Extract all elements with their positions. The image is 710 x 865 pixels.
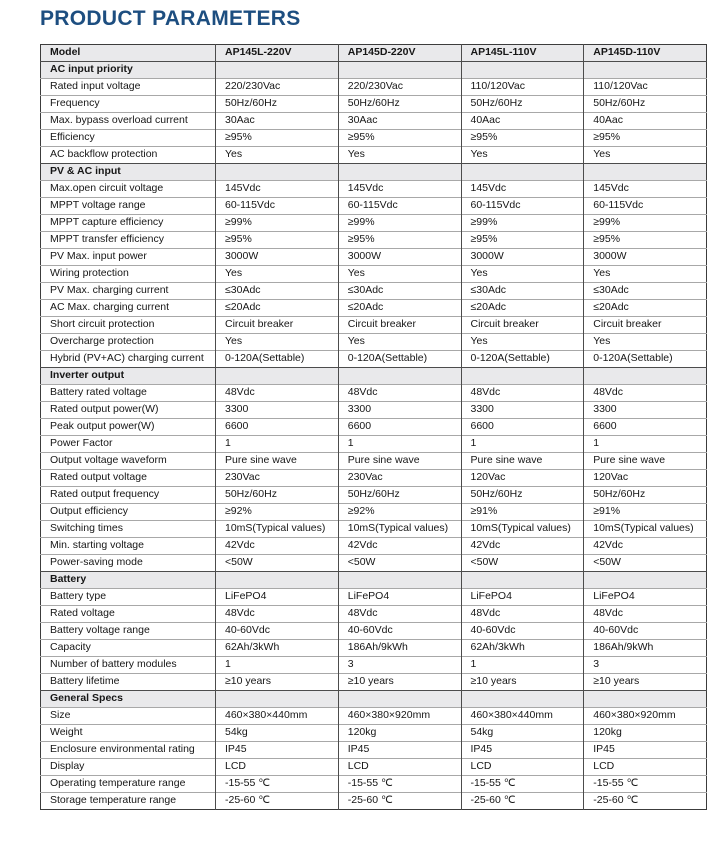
spec-value: Circuit breaker xyxy=(461,317,584,334)
section-empty-cell xyxy=(461,572,584,589)
spec-value: LCD xyxy=(584,759,707,776)
model-header-row xyxy=(41,45,707,62)
spec-value: ≥99% xyxy=(584,215,707,232)
spec-value: 42Vdc xyxy=(216,538,339,555)
section-empty-cell xyxy=(338,572,461,589)
spec-row xyxy=(41,470,707,487)
spec-value: -15-55 ℃ xyxy=(584,776,707,793)
spec-value: 145Vdc xyxy=(584,181,707,198)
spec-label: MPPT capture efficiency xyxy=(41,215,216,232)
section-empty-cell xyxy=(216,691,339,708)
spec-value: Circuit breaker xyxy=(338,317,461,334)
spec-value: Yes xyxy=(461,266,584,283)
spec-value: ≥10 years xyxy=(338,674,461,691)
spec-row xyxy=(41,147,707,164)
spec-row xyxy=(41,317,707,334)
spec-value: 230Vac xyxy=(338,470,461,487)
spec-row xyxy=(41,487,707,504)
spec-row xyxy=(41,334,707,351)
spec-value: 1 xyxy=(584,436,707,453)
spec-value: 120kg xyxy=(584,725,707,742)
spec-label: Output voltage waveform xyxy=(41,453,216,470)
spec-value: 230Vac xyxy=(216,470,339,487)
spec-value: 3 xyxy=(584,657,707,674)
spec-row xyxy=(41,538,707,555)
spec-value: -25-60 ℃ xyxy=(461,793,584,810)
spec-label: Rated input voltage xyxy=(41,79,216,96)
spec-row xyxy=(41,453,707,470)
spec-label: Max.open circuit voltage xyxy=(41,181,216,198)
section-empty-cell xyxy=(338,368,461,385)
spec-value: 186Ah/9kWh xyxy=(584,640,707,657)
spec-value: 10mS(Typical values) xyxy=(216,521,339,538)
spec-value: 1 xyxy=(461,657,584,674)
spec-row xyxy=(41,759,707,776)
spec-value: 40-60Vdc xyxy=(338,623,461,640)
spec-label: Power Factor xyxy=(41,436,216,453)
spec-value: Yes xyxy=(338,334,461,351)
spec-row xyxy=(41,555,707,572)
spec-value: 48Vdc xyxy=(216,606,339,623)
spec-value: ≥95% xyxy=(461,232,584,249)
spec-row xyxy=(41,657,707,674)
spec-label: Enclosure environmental rating xyxy=(41,742,216,759)
section-empty-cell xyxy=(584,691,707,708)
section-label: AC input priority xyxy=(41,62,216,79)
section-empty-cell xyxy=(584,164,707,181)
spec-label: Short circuit protection xyxy=(41,317,216,334)
header-cell-variant: AP145L-110V xyxy=(461,45,584,62)
section-label: Battery xyxy=(41,572,216,589)
section-row xyxy=(41,572,707,589)
spec-value: Circuit breaker xyxy=(216,317,339,334)
spec-label: Switching times xyxy=(41,521,216,538)
spec-value: -15-55 ℃ xyxy=(338,776,461,793)
spec-value: Yes xyxy=(338,266,461,283)
spec-value: Yes xyxy=(461,334,584,351)
spec-row xyxy=(41,504,707,521)
spec-value: 3000W xyxy=(216,249,339,266)
spec-value: 3 xyxy=(338,657,461,674)
spec-value: 42Vdc xyxy=(584,538,707,555)
spec-value: 30Aac xyxy=(338,113,461,130)
spec-value: ≥95% xyxy=(338,232,461,249)
spec-label: PV Max. charging current xyxy=(41,283,216,300)
spec-row xyxy=(41,419,707,436)
spec-value: 48Vdc xyxy=(584,385,707,402)
spec-value: Yes xyxy=(216,147,339,164)
spec-row xyxy=(41,385,707,402)
spec-value: ≤20Adc xyxy=(584,300,707,317)
spec-value: 0-120A(Settable) xyxy=(584,351,707,368)
spec-value: 6600 xyxy=(338,419,461,436)
spec-value: 1 xyxy=(461,436,584,453)
header-cell-model: Model xyxy=(41,45,216,62)
spec-value: 40Aac xyxy=(461,113,584,130)
spec-row xyxy=(41,181,707,198)
spec-value: 60-115Vdc xyxy=(461,198,584,215)
section-empty-cell xyxy=(461,164,584,181)
spec-value: 62Ah/3kWh xyxy=(461,640,584,657)
section-empty-cell xyxy=(216,62,339,79)
spec-label: Rated output voltage xyxy=(41,470,216,487)
spec-value: -25-60 ℃ xyxy=(338,793,461,810)
spec-value: -25-60 ℃ xyxy=(216,793,339,810)
section-row xyxy=(41,62,707,79)
spec-label: Wiring protection xyxy=(41,266,216,283)
spec-value: 460×380×920mm xyxy=(584,708,707,725)
spec-value: -15-55 ℃ xyxy=(461,776,584,793)
spec-label: Rated output frequency xyxy=(41,487,216,504)
spec-label: Storage temperature range xyxy=(41,793,216,810)
spec-value: 6600 xyxy=(584,419,707,436)
spec-value: 220/230Vac xyxy=(338,79,461,96)
spec-row xyxy=(41,96,707,113)
spec-label: MPPT transfer efficiency xyxy=(41,232,216,249)
spec-value: 42Vdc xyxy=(461,538,584,555)
spec-value: ≥95% xyxy=(584,232,707,249)
spec-value: 1 xyxy=(338,436,461,453)
spec-value: 0-120A(Settable) xyxy=(461,351,584,368)
spec-value: ≥95% xyxy=(584,130,707,147)
spec-value: LCD xyxy=(216,759,339,776)
spec-row xyxy=(41,742,707,759)
spec-label: Battery voltage range xyxy=(41,623,216,640)
section-empty-cell xyxy=(216,572,339,589)
spec-value: IP45 xyxy=(338,742,461,759)
spec-value: 6600 xyxy=(216,419,339,436)
spec-row xyxy=(41,793,707,810)
table-header xyxy=(41,45,707,62)
spec-value: 48Vdc xyxy=(338,606,461,623)
spec-row xyxy=(41,79,707,96)
spec-value: 3000W xyxy=(584,249,707,266)
section-empty-cell xyxy=(461,368,584,385)
spec-value: LCD xyxy=(461,759,584,776)
spec-value: ≤20Adc xyxy=(216,300,339,317)
spec-value: 3300 xyxy=(216,402,339,419)
spec-value: 50Hz/60Hz xyxy=(584,487,707,504)
spec-value: Pure sine wave xyxy=(216,453,339,470)
spec-value: Pure sine wave xyxy=(338,453,461,470)
spec-label: Hybrid (PV+AC) charging current xyxy=(41,351,216,368)
section-row xyxy=(41,691,707,708)
spec-value: ≤30Adc xyxy=(216,283,339,300)
spec-row xyxy=(41,708,707,725)
section-row xyxy=(41,164,707,181)
spec-label: MPPT voltage range xyxy=(41,198,216,215)
section-empty-cell xyxy=(216,368,339,385)
spec-row xyxy=(41,130,707,147)
spec-value: <50W xyxy=(584,555,707,572)
spec-value: ≤20Adc xyxy=(338,300,461,317)
section-empty-cell xyxy=(216,164,339,181)
spec-label: Overcharge protection xyxy=(41,334,216,351)
section-empty-cell xyxy=(338,164,461,181)
spec-label: Battery rated voltage xyxy=(41,385,216,402)
spec-row xyxy=(41,436,707,453)
spec-row xyxy=(41,232,707,249)
spec-value: 42Vdc xyxy=(338,538,461,555)
spec-value: Yes xyxy=(584,147,707,164)
spec-value: Pure sine wave xyxy=(461,453,584,470)
spec-value: 0-120A(Settable) xyxy=(338,351,461,368)
spec-label: Operating temperature range xyxy=(41,776,216,793)
spec-value: 48Vdc xyxy=(584,606,707,623)
spec-value: 50Hz/60Hz xyxy=(216,96,339,113)
section-empty-cell xyxy=(584,572,707,589)
spec-value: ≥99% xyxy=(216,215,339,232)
header-cell-variant: AP145D-110V xyxy=(584,45,707,62)
spec-label: Power-saving mode xyxy=(41,555,216,572)
spec-label: Display xyxy=(41,759,216,776)
spec-row xyxy=(41,215,707,232)
spec-row xyxy=(41,283,707,300)
spec-row xyxy=(41,725,707,742)
spec-value: 60-115Vdc xyxy=(338,198,461,215)
spec-value: 48Vdc xyxy=(461,606,584,623)
spec-value: 40-60Vdc xyxy=(216,623,339,640)
product-parameters-table xyxy=(40,44,707,810)
spec-value: 460×380×920mm xyxy=(338,708,461,725)
spec-row xyxy=(41,623,707,640)
spec-value: 50Hz/60Hz xyxy=(584,96,707,113)
spec-value: 120kg xyxy=(338,725,461,742)
section-empty-cell xyxy=(584,62,707,79)
section-empty-cell xyxy=(461,62,584,79)
spec-value: 1 xyxy=(216,657,339,674)
spec-value: -25-60 ℃ xyxy=(584,793,707,810)
spec-value: 110/120Vac xyxy=(584,79,707,96)
spec-value: 50Hz/60Hz xyxy=(338,96,461,113)
spec-value: ≥92% xyxy=(216,504,339,521)
spec-value: 50Hz/60Hz xyxy=(461,487,584,504)
header-cell-variant: AP145L-220V xyxy=(216,45,339,62)
spec-value: Circuit breaker xyxy=(584,317,707,334)
spec-value: 48Vdc xyxy=(216,385,339,402)
spec-value: LiFePO4 xyxy=(216,589,339,606)
spec-value: 30Aac xyxy=(216,113,339,130)
spec-label: Rated voltage xyxy=(41,606,216,623)
spec-value: 3000W xyxy=(338,249,461,266)
spec-value: Yes xyxy=(216,334,339,351)
spec-value: IP45 xyxy=(461,742,584,759)
spec-value: 10mS(Typical values) xyxy=(338,521,461,538)
spec-value: 50Hz/60Hz xyxy=(338,487,461,504)
spec-value: 50Hz/60Hz xyxy=(216,487,339,504)
spec-value: 145Vdc xyxy=(216,181,339,198)
spec-row xyxy=(41,674,707,691)
spec-value: 145Vdc xyxy=(338,181,461,198)
spec-label: Size xyxy=(41,708,216,725)
spec-value: <50W xyxy=(338,555,461,572)
spec-value: -15-55 ℃ xyxy=(216,776,339,793)
spec-row xyxy=(41,521,707,538)
spec-value: Yes xyxy=(461,147,584,164)
spec-value: LCD xyxy=(338,759,461,776)
spec-value: 460×380×440mm xyxy=(216,708,339,725)
spec-value: 460×380×440mm xyxy=(461,708,584,725)
spec-label: Battery lifetime xyxy=(41,674,216,691)
spec-value: ≤30Adc xyxy=(584,283,707,300)
spec-value: 60-115Vdc xyxy=(584,198,707,215)
spec-value: Yes xyxy=(584,334,707,351)
section-label: PV & AC input xyxy=(41,164,216,181)
spec-value: 3000W xyxy=(461,249,584,266)
spec-value: ≤30Adc xyxy=(461,283,584,300)
spec-value: 40Aac xyxy=(584,113,707,130)
spec-value: 40-60Vdc xyxy=(461,623,584,640)
spec-value: 1 xyxy=(216,436,339,453)
section-label: Inverter output xyxy=(41,368,216,385)
spec-row xyxy=(41,351,707,368)
spec-value: <50W xyxy=(216,555,339,572)
spec-row xyxy=(41,606,707,623)
spec-value: 3300 xyxy=(461,402,584,419)
section-empty-cell xyxy=(461,691,584,708)
spec-label: AC backflow protection xyxy=(41,147,216,164)
spec-row xyxy=(41,589,707,606)
spec-value: 3300 xyxy=(338,402,461,419)
spec-value: 6600 xyxy=(461,419,584,436)
spec-value: 110/120Vac xyxy=(461,79,584,96)
spec-value: Pure sine wave xyxy=(584,453,707,470)
spec-value: 3300 xyxy=(584,402,707,419)
spec-row xyxy=(41,640,707,657)
spec-value: 40-60Vdc xyxy=(584,623,707,640)
section-empty-cell xyxy=(584,368,707,385)
spec-value: Yes xyxy=(216,266,339,283)
spec-value: 120Vac xyxy=(584,470,707,487)
spec-value: ≥92% xyxy=(338,504,461,521)
spec-row xyxy=(41,249,707,266)
spec-label: Peak output power(W) xyxy=(41,419,216,436)
spec-value: 48Vdc xyxy=(338,385,461,402)
spec-value: Yes xyxy=(338,147,461,164)
spec-value: ≥99% xyxy=(338,215,461,232)
header-cell-variant: AP145D-220V xyxy=(338,45,461,62)
spec-value: LiFePO4 xyxy=(338,589,461,606)
spec-label: Efficiency xyxy=(41,130,216,147)
section-empty-cell xyxy=(338,62,461,79)
spec-value: IP45 xyxy=(584,742,707,759)
spec-row xyxy=(41,402,707,419)
spec-value: Yes xyxy=(584,266,707,283)
spec-label: Frequency xyxy=(41,96,216,113)
spec-value: ≥10 years xyxy=(216,674,339,691)
spec-value: 120Vac xyxy=(461,470,584,487)
spec-value: <50W xyxy=(461,555,584,572)
spec-row xyxy=(41,300,707,317)
spec-value: 10mS(Typical values) xyxy=(584,521,707,538)
spec-value: 50Hz/60Hz xyxy=(461,96,584,113)
spec-value: ≤20Adc xyxy=(461,300,584,317)
spec-value: 0-120A(Settable) xyxy=(216,351,339,368)
spec-value: 186Ah/9kWh xyxy=(338,640,461,657)
spec-label: Min. starting voltage xyxy=(41,538,216,555)
spec-value: 54kg xyxy=(216,725,339,742)
spec-label: Output efficiency xyxy=(41,504,216,521)
table-body xyxy=(41,62,707,810)
spec-value: 54kg xyxy=(461,725,584,742)
spec-label: PV Max. input power xyxy=(41,249,216,266)
spec-value: 60-115Vdc xyxy=(216,198,339,215)
spec-row xyxy=(41,776,707,793)
spec-label: Max. bypass overload current xyxy=(41,113,216,130)
spec-label: Weight xyxy=(41,725,216,742)
spec-label: Number of battery modules xyxy=(41,657,216,674)
page-title: PRODUCT PARAMETERS xyxy=(40,7,301,30)
section-row xyxy=(41,368,707,385)
spec-value: 145Vdc xyxy=(461,181,584,198)
spec-value: 220/230Vac xyxy=(216,79,339,96)
spec-value: 48Vdc xyxy=(461,385,584,402)
spec-row xyxy=(41,198,707,215)
spec-label: Capacity xyxy=(41,640,216,657)
spec-value: ≤30Adc xyxy=(338,283,461,300)
spec-value: ≥10 years xyxy=(461,674,584,691)
spec-value: ≥99% xyxy=(461,215,584,232)
spec-value: IP45 xyxy=(216,742,339,759)
spec-value: ≥95% xyxy=(216,130,339,147)
spec-value: ≥91% xyxy=(584,504,707,521)
spec-value: 10mS(Typical values) xyxy=(461,521,584,538)
spec-value: LiFePO4 xyxy=(461,589,584,606)
spec-value: ≥10 years xyxy=(584,674,707,691)
spec-row xyxy=(41,266,707,283)
spec-value: ≥91% xyxy=(461,504,584,521)
spec-label: AC Max. charging current xyxy=(41,300,216,317)
spec-value: ≥95% xyxy=(461,130,584,147)
spec-label: Rated output power(W) xyxy=(41,402,216,419)
spec-label: Battery type xyxy=(41,589,216,606)
spec-row xyxy=(41,113,707,130)
section-label: General Specs xyxy=(41,691,216,708)
section-empty-cell xyxy=(338,691,461,708)
spec-value: 62Ah/3kWh xyxy=(216,640,339,657)
spec-value: ≥95% xyxy=(338,130,461,147)
spec-value: LiFePO4 xyxy=(584,589,707,606)
spec-value: ≥95% xyxy=(216,232,339,249)
